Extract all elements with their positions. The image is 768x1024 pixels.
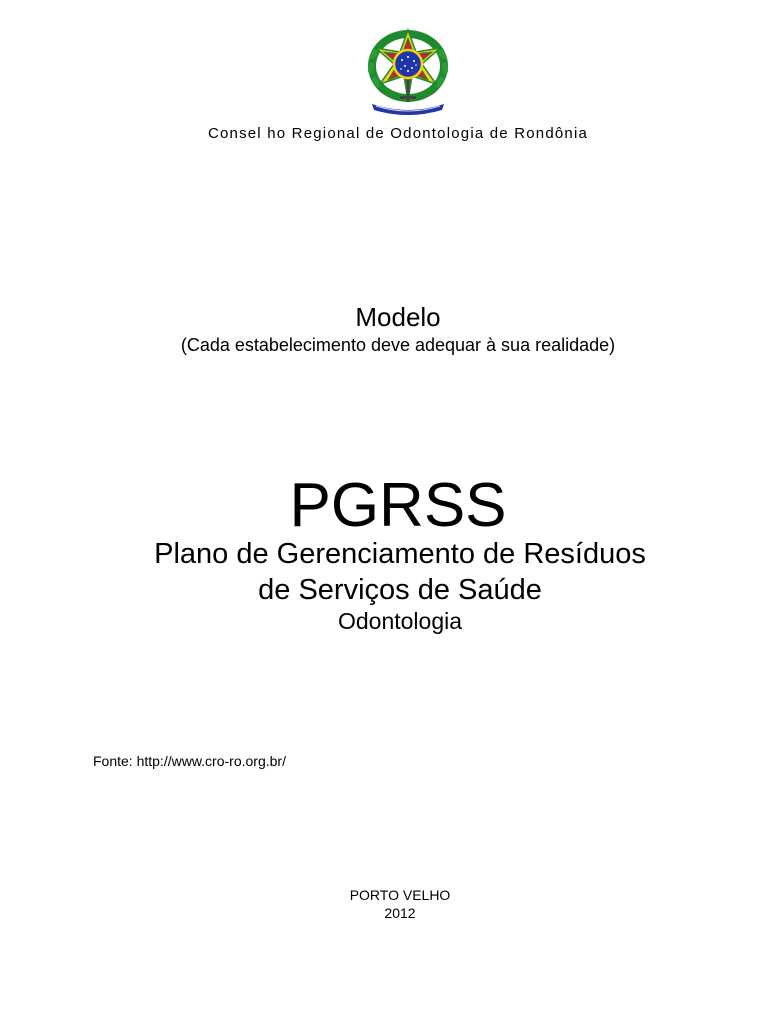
publication-year: 2012 — [384, 905, 416, 921]
plan-title-line-2: de Serviços de Saúde — [258, 574, 542, 606]
model-title: Modelo — [355, 302, 441, 332]
city-name: PORTO VELHO — [349, 887, 451, 903]
brazil-coat-of-arms-icon — [362, 24, 454, 116]
document-acronym: PGRSS — [289, 471, 507, 540]
specialty-label: Odontologia — [337, 608, 463, 634]
model-note: (Cada estabelecimento deve adequar à sua realidade) — [180, 335, 616, 355]
plan-title-line-1: Plano de Gerenciamento de Resíduos — [154, 538, 646, 570]
council-name: Consel ho Regional de Odontologia de Rondônia — [207, 125, 589, 142]
source-reference: Fonte: http://www.cro-ro.org.br/ — [93, 753, 286, 769]
